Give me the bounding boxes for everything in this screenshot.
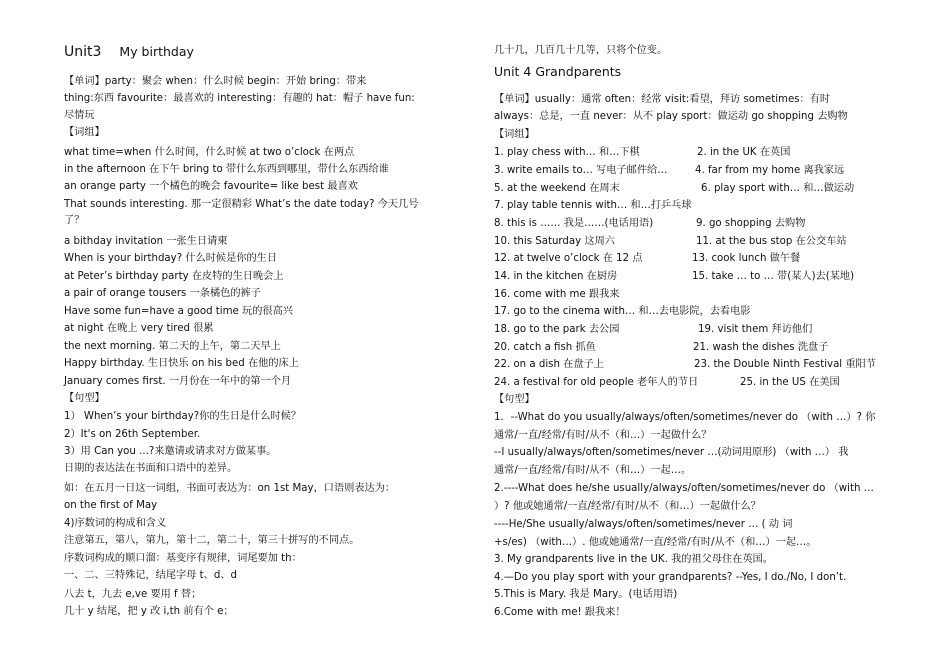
unit3-title: Unit3 My birthday [64, 44, 194, 60]
right-line: always：总是，一直 never：从不 play sport：做运动 go shopping 去购物 [494, 111, 848, 122]
phrase-item: 6. play sport with… 和…做运动 [701, 183, 855, 194]
sentence-line: 1．--What do you usually/always/often/sometimes/never do （with …）? 你 [494, 412, 876, 423]
left-line: the next morning. 第二天的上午，第二天早上 [64, 341, 281, 352]
left-line: 【词组】 [64, 127, 105, 138]
left-line: in the afternoon 在下午 bring to 带什么东西到哪里，带什么东西给谁 [64, 164, 389, 175]
left-line: 尽情玩 [64, 110, 95, 121]
phrase-item: 24. a festival for old people 老年人的节日 [494, 377, 699, 388]
left-line: 八去 t，九去 e,ve 要用 f 替； [64, 589, 202, 600]
left-line: Happy birthday. 生日快乐 on his bed 在他的床上 [64, 358, 299, 369]
left-line: thing:东西 favourite：最喜欢的 interesting：有趣的 hat：帽子 have fun: [64, 93, 415, 104]
phrase-item: 4. far from my home 离我家远 [695, 165, 845, 176]
sentence-line: --I usually/always/often/sometimes/never …(动词用原形) （with …） 我 [494, 447, 849, 458]
left-line: a bithday invitation 一张生日请柬 [64, 236, 228, 247]
unit4-title: Unit 4 Grandparents [494, 64, 622, 79]
left-line: 3）用 Can you ...?来邀请或请求对方做某事。 [64, 446, 277, 457]
phrase-item: 19. visit them 拜访他们 [698, 324, 813, 335]
phrase-item: 12. at twelve o’clock 在 12 点 [494, 253, 643, 264]
left-line: 如：在五月一日这一词组，书面可表达为：on 1st May，口语则表达为： [64, 483, 396, 494]
phrase-item: 22. on a dish 在盘子上 [494, 359, 604, 370]
left-line: what time=when 什么时间，什么时候 at two o’clock 在两点 [64, 147, 355, 158]
phrase-item: 20. catch a fish 抓鱼 [494, 342, 596, 353]
phrase-item: 13. cook lunch 做午餐 [692, 253, 801, 264]
left-line: 【句型】 [64, 393, 105, 404]
phrase-item: 21. wash the dishes 洗盘子 [693, 342, 829, 353]
unit3-subtitle: My birthday [119, 44, 194, 59]
left-line: at night 在晚上 very tired 很累 [64, 323, 214, 334]
left-line: 一、二、三特殊记，结尾字母 t、d、d [64, 570, 237, 581]
phrase-item: 14. in the kitchen 在厨房 [494, 271, 618, 282]
sentence-line: 通常/一直/经常/有时/从不（和…）一起…。 [494, 465, 692, 476]
left-line: 几十 y 结尾，把 y 改 i,th 前有个 e； [64, 606, 234, 617]
left-line: 2）It's on 26th September. [64, 429, 201, 440]
right-top-line: 几十几，几百几十几等，只将个位变。 [494, 45, 668, 56]
phrase-item: 3. write emails to… 写电子邮件给… [494, 165, 668, 176]
phrase-item: 18. go to the park 去公园 [494, 324, 620, 335]
phrase-item: 16. come with me 跟我来 [494, 289, 620, 300]
left-line: That sounds interesting. 那一定很精彩 What’s the date today? 今天几号 [64, 199, 419, 210]
left-line: 1） When’s your birthday?你的生日是什么时候？ [64, 411, 302, 422]
left-line: at Peter’s birthday party 在皮特的生日晚会上 [64, 271, 284, 282]
phrase-item: 7. play table tennis with… 和…打乒乓球 [494, 200, 692, 211]
phrase-item: 15. take … to … 带(某人)去(某地) [692, 271, 855, 282]
sentence-line: ----He/She usually/always/often/sometimes/never … ( 动 词 [494, 519, 793, 530]
phrase-item: 10. this Saturday 这周六 [494, 236, 615, 247]
left-line: a pair of orange tousers 一条橘色的裤子 [64, 288, 261, 299]
sentence-line: 5.This is Mary. 我是 Mary。(电话用语) [494, 589, 678, 600]
phrase-item: 23. the Double Ninth Festival 重阳节 [694, 359, 876, 370]
phrase-item: 17. go to the cinema with… 和…去电影院，去看电影 [494, 306, 751, 317]
sentence-line: ）? 他或她通常/一直/经常/有时/从不（和…）一起做什么？ [494, 501, 761, 512]
left-line: 序数词构成的顺口溜：基变序有规律，词尾要加 th： [64, 553, 302, 564]
left-line: 日期的表达法在书面和口语中的差异。 [64, 463, 238, 474]
sentence-line: 2.----What does he/she usually/always/often/sometimes/never do （with … [494, 483, 874, 494]
left-line: 了？ [64, 215, 85, 226]
left-line: When is your birthday? 什么时候是你的生日 [64, 253, 278, 264]
right-line: 【单词】usually：通常 often：经常 visit:看望，拜访 sometimes：有时 [494, 94, 831, 105]
phrase-item: 9. go shopping 去购物 [696, 218, 806, 229]
sentence-line: 3. My grandparents live in the UK. 我的祖父母住在英国。 [494, 554, 773, 565]
phrase-item: 2. in the UK 在英国 [697, 147, 791, 158]
phrase-item: 11. at the bus stop 在公交车站 [696, 236, 847, 247]
left-line: an orange party 一个橘色的晚会 favourite= like best 最喜欢 [64, 181, 358, 192]
phrase-item: 1. play chess with… 和…下棋 [494, 147, 640, 158]
phrase-item: 5. at the weekend 在周末 [494, 183, 620, 194]
sentence-line: 通常/一直/经常/有时/从不（和…）一起做什么？ [494, 430, 712, 441]
left-line: 【单词】party：聚会 when：什么时候 begin：开始 bring：带来 [64, 76, 367, 87]
right-line: 【词组】 [494, 129, 535, 140]
phrase-item: 8. this is …… 我是……(电话用语) [494, 218, 654, 229]
phrase-item: 25. in the US 在美国 [740, 377, 840, 388]
sentence-line: 【句型】 [494, 394, 535, 405]
left-line: on the first of May [64, 500, 158, 511]
left-line: 4)序数词的构成和含义 [64, 518, 167, 529]
left-line: 注意第五，第八，第九，第十二，第二十，第三十拼写的不同点。 [64, 535, 360, 546]
sentence-line: 4.—Do you play sport with your grandparents? --Yes, I do./No, I don’t. [494, 572, 847, 583]
left-line: Have some fun=have a good time 玩的很高兴 [64, 306, 293, 317]
sentence-line: 6.Come with me! 跟我来！ [494, 607, 626, 618]
sentence-line: +s/es) （with…）. 他或她通常/一直/经常/有时/从不（和…）一起…。 [494, 537, 817, 548]
left-line: January comes first. 一月份在一年中的第一个月 [64, 376, 292, 387]
